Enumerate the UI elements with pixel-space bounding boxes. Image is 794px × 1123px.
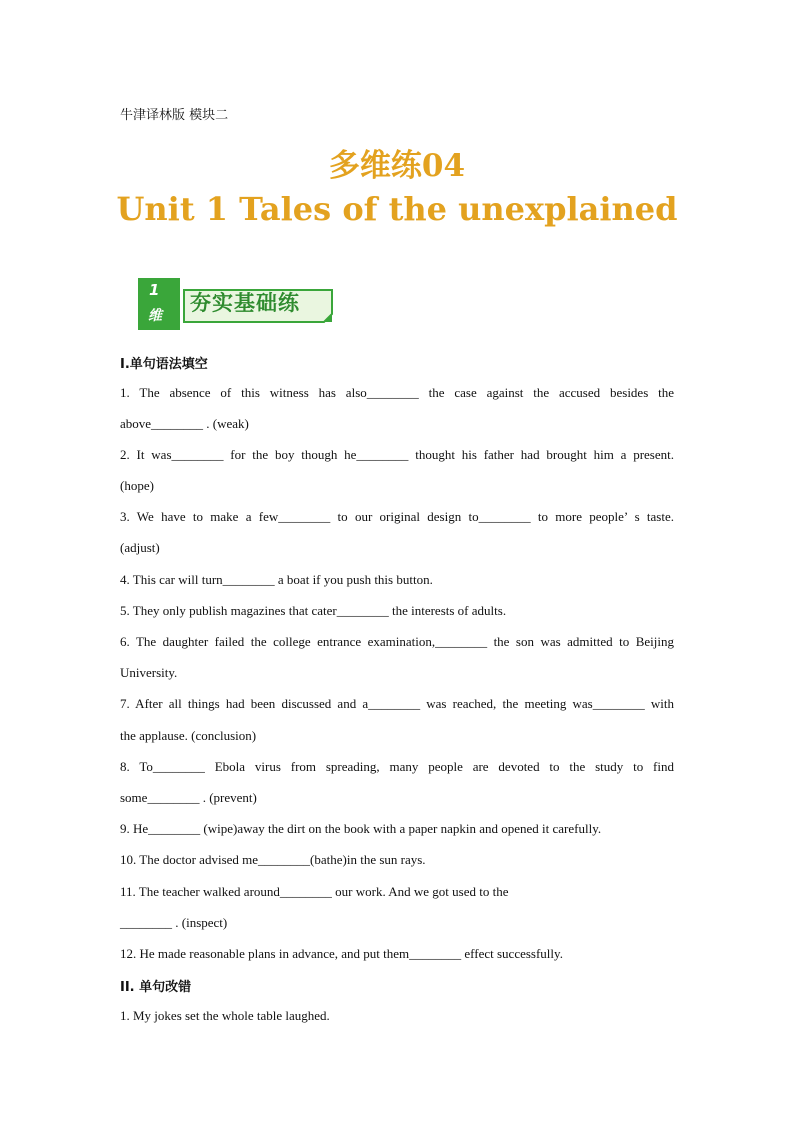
unit-title: Unit 1 Tales of the unexplained xyxy=(116,190,678,228)
banner-label: 夯实基础练 xyxy=(190,291,300,315)
worksheet-title: 多维练04 xyxy=(328,148,466,184)
text-line: 1. My jokes set the whole table laughed. xyxy=(120,1008,330,1023)
section-banner xyxy=(138,278,334,330)
text-line: 9. He________ (wipe)away the dirt on the book with a paper napkin and opened it carefully. xyxy=(120,821,602,836)
banner-number: 1 xyxy=(149,281,160,299)
text-line: 11. The teacher walked around________ our work. And we got used to the xyxy=(120,884,509,899)
text-line: 5. They only publish magazines that cater________ the interests of adults. xyxy=(120,603,507,618)
text-line: above________ . (weak) xyxy=(120,416,249,431)
text-line: (adjust) xyxy=(120,540,160,555)
text-line: 4. This car will turn________ a boat if you push this button. xyxy=(120,572,433,587)
section-heading-correction: II. 单句改错 xyxy=(120,980,192,995)
text-line: some________ . (prevent) xyxy=(120,790,257,805)
text-line: the applause. (conclusion) xyxy=(120,728,257,743)
text-line: 3. We have to make a few________ to our original design to________ to more people’ s taste. xyxy=(120,509,674,524)
text-line: 1. The absence of this witness has also________ the case against the accused besides the xyxy=(120,385,674,400)
text-line: 7. After all things had been discussed and a________ was reached, the meeting was________ with xyxy=(120,696,674,711)
text-line: ________ . (inspect) xyxy=(120,915,228,930)
text-line: 12. He made reasonable plans in advance, and put them________ effect successfully. xyxy=(120,946,563,961)
banner-wei: 维 xyxy=(148,308,162,324)
section-heading-grammar: I.单句语法填空 xyxy=(120,357,208,372)
text-line: 10. The doctor advised me________(bathe)in the sun rays. xyxy=(120,852,426,867)
text-line: (hope) xyxy=(120,478,154,493)
text-line: 8. To________ Ebola virus from spreading, many people are devoted to the study to find xyxy=(120,759,674,774)
text-line: 6. The daughter failed the college entrance examination,________ the son was admitted to Beijing xyxy=(120,634,674,649)
text-line: University. xyxy=(120,665,178,680)
header-text: 牛津译林版 模块二 xyxy=(120,108,229,123)
text-line: 2. It was________ for the boy though he________ thought his father had brought him a present. xyxy=(120,447,674,462)
